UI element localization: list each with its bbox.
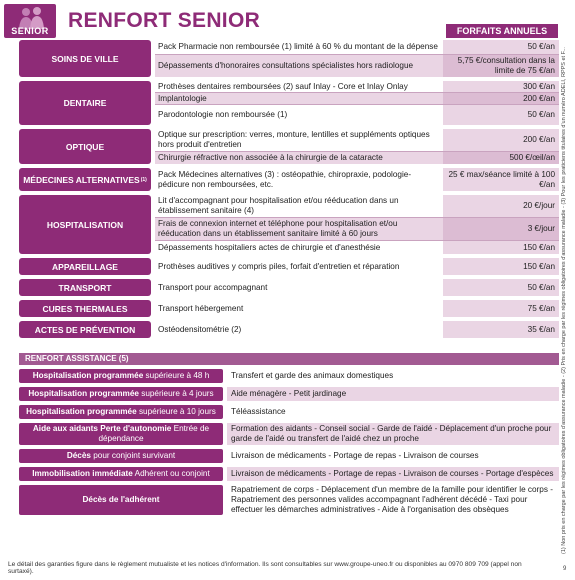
guarantee-amount: 200 €/an	[443, 93, 559, 104]
forfaits-header: FORFAITS ANNUELS	[446, 24, 558, 38]
guarantee-description: Transport hébergement	[155, 300, 443, 317]
assistance-services: Formation des aidants - Conseil social - Garde de l'aidé - Déplacement d'un proche pour garde de l'aidé ou transfert de l'aidé chez un proche	[227, 423, 559, 445]
guarantee-amount: 3 €/jour	[443, 218, 559, 240]
guarantee-description: Dépassements hospitaliers actes de chirurgie et d'anesthésie	[155, 241, 443, 254]
guarantee-description: Optique sur prescription: verres, monture, lentilles et suppléments optiques hors produit d'entretien	[155, 129, 443, 151]
category-label	[19, 40, 151, 77]
guarantee-line	[155, 152, 559, 164]
guarantee-line	[155, 279, 559, 296]
assistance-row	[19, 369, 559, 383]
assistance-header: RENFORT ASSISTANCE (5)	[19, 353, 559, 365]
guarantee-description: Chirurgie réfractive non associée à la chirurgie de la cataracte	[155, 152, 443, 164]
category-text: HOSPITALISATION	[46, 219, 124, 230]
assistance-trigger-detail: supérieure à 4 jours	[138, 389, 214, 398]
assistance-trigger-bold: Hospitalisation programmée	[32, 371, 144, 380]
page-number: 9	[563, 566, 567, 572]
guarantee-amount: 75 €/an	[443, 300, 559, 317]
assistance-trigger	[19, 369, 223, 383]
section-row	[19, 321, 559, 338]
assistance-trigger-detail: supérieure à 10 jours	[136, 407, 216, 416]
guarantee-description: Frais de connexion internet et téléphone pour hospitalisation et/ou rééducation dans un établissement sanitaire limité à 60 jours	[155, 218, 443, 240]
category-text: MÉDECINES ALTERNATIVES	[23, 174, 140, 185]
guarantee-description: Implantologie	[155, 93, 443, 104]
section-row	[19, 40, 559, 77]
assistance-trigger-bold: Hospitalisation programmée	[26, 407, 137, 416]
category-text: DENTAIRE	[63, 98, 107, 108]
assistance-trigger-detail: Adhérent ou conjoint	[132, 469, 210, 478]
guarantee-amount: 300 €/an	[443, 81, 559, 92]
assistance-trigger-bold: Hospitalisation programmée	[28, 389, 139, 398]
assistance-trigger-text	[32, 469, 209, 479]
assistance-trigger	[19, 449, 223, 463]
footer-note: Le détail des garanties figure dans le règlement mutualiste et les notices d'information. Ils sont consultables sur www.groupe-uneo.fr ou disponibles au 0970 809 709 (appel non surtaxé).	[8, 561, 522, 575]
assistance-row	[19, 387, 559, 401]
assistance-services: Téléassistance	[227, 405, 559, 419]
guarantee-description: Parodontologie non remboursée (1)	[155, 105, 443, 125]
brand-logo	[4, 4, 56, 38]
category-label	[19, 129, 151, 164]
side-footnotes: (1) Non pris en charge par les régimes obligatoires d'assurance maladie - (2) Pris en charge par les régimes obligatoires d'assurance maladie - (3) Pour les praticiens titulaires d'un numéro ADELI, RPPS et F...	[561, 47, 567, 554]
section-row	[19, 300, 559, 317]
assistance-trigger	[19, 423, 223, 445]
assistance-services: Transfert et garde des animaux domestiques	[227, 369, 559, 383]
guarantee-line	[155, 258, 559, 275]
guarantee-line	[155, 168, 559, 191]
assistance-trigger-bold: Aide aux aidants Perte d'autonomie	[32, 424, 172, 433]
assistance-trigger	[19, 387, 223, 401]
guarantee-line	[155, 195, 559, 217]
category-text: TRANSPORT	[58, 282, 112, 293]
category-text: CURES THERMALES	[42, 303, 128, 314]
category-label	[19, 168, 151, 191]
guarantee-line	[155, 241, 559, 254]
guarantee-amount: 50 €/an	[443, 105, 559, 125]
guarantee-description: Pack Médecines alternatives (3) : ostéopathie, chiropraxie, podologie-pédicure non remboursées, etc.	[155, 168, 443, 191]
category-label	[19, 300, 151, 317]
assistance-trigger-detail: pour conjoint survivant	[90, 451, 176, 460]
guarantee-amount: 150 €/an	[443, 241, 559, 254]
assistance-trigger-bold: Immobilisation immédiate	[32, 469, 133, 478]
guarantee-line	[155, 55, 559, 77]
page-title: RENFORT SENIOR	[68, 9, 261, 32]
guarantee-description: Ostéodensitométrie (2)	[155, 321, 443, 338]
assistance-row	[19, 405, 559, 419]
guarantee-amount: 35 €/an	[443, 321, 559, 338]
category-text: APPAREILLAGE	[52, 261, 118, 272]
guarantee-line	[155, 129, 559, 151]
assistance-services: Aide ménagère - Petit jardinage	[227, 387, 559, 401]
guarantee-amount: 500 €/œil/an	[443, 152, 559, 164]
assistance-trigger-bold: Décès de l'adhérent	[82, 495, 160, 504]
guarantee-amount: 5,75 €/consultation dans la limite de 75 €/an	[443, 55, 559, 77]
section-row	[19, 195, 559, 254]
guarantee-line	[155, 81, 559, 92]
guarantee-amount: 200 €/an	[443, 129, 559, 151]
assistance-trigger-bold: Décès	[66, 451, 91, 460]
assistance-trigger-detail: supérieure à 48 h	[143, 371, 210, 380]
guarantee-amount: 50 €/an	[443, 279, 559, 296]
assistance-trigger-text	[26, 407, 216, 417]
assistance-services: Livraison de médicaments - Portage de repas - Livraison de courses	[227, 449, 559, 463]
category-label	[19, 195, 151, 254]
guarantee-description: Transport pour accompagnant	[155, 279, 443, 296]
guarantee-line	[155, 218, 559, 240]
guarantee-amount: 25 € max/séance limité à 100 €/an	[443, 168, 559, 191]
assistance-trigger	[19, 405, 223, 419]
category-label	[19, 258, 151, 275]
section-row	[19, 81, 559, 125]
guarantee-description: Prothèses auditives y compris piles, forfait d'entretien et réparation	[155, 258, 443, 275]
guarantee-description: Pack Pharmacie non remboursée (1) limité à 60 % du montant de la dépense	[155, 40, 443, 54]
assistance-trigger-text	[82, 495, 159, 505]
assistance-row	[19, 449, 559, 463]
assistance-trigger-text	[19, 424, 223, 444]
assistance-row	[19, 423, 559, 445]
assistance-row	[19, 467, 559, 481]
guarantee-description: Prothèses dentaires remboursées (2) sauf Inlay - Core et Inlay Onlay	[155, 81, 443, 92]
assistance-trigger	[19, 485, 223, 515]
section-row	[19, 279, 559, 296]
guarantee-amount: 150 €/an	[443, 258, 559, 275]
guarantee-description: Lit d'accompagnant pour hospitalisation et/ou rééducation dans un établissement sanitaire (4)	[155, 195, 443, 217]
assistance-services: Livraison de médicaments - Portage de repas - Livraison de courses - Portage d'espèces	[227, 467, 559, 481]
category-text: SOINS DE VILLE	[51, 53, 119, 64]
category-text: OPTIQUE	[65, 141, 105, 152]
guarantee-line	[155, 300, 559, 317]
assistance-trigger-detail: Entrée de dépendance	[98, 424, 210, 443]
category-footnote: (1)	[140, 176, 147, 183]
section-row	[19, 258, 559, 275]
assistance-trigger-text	[33, 371, 210, 381]
guarantee-line	[155, 321, 559, 338]
assistance-trigger-text	[67, 451, 175, 461]
guarantee-line	[155, 93, 559, 104]
category-text: ACTES DE PRÉVENTION	[34, 324, 136, 335]
guarantee-amount: 20 €/jour	[443, 195, 559, 217]
guarantee-line	[155, 40, 559, 54]
guarantee-line	[155, 105, 559, 125]
assistance-trigger	[19, 467, 223, 481]
assistance-trigger-text	[28, 389, 213, 399]
category-label	[19, 321, 151, 338]
section-row	[19, 129, 559, 164]
logo-text: SENIOR	[11, 26, 49, 36]
assistance-services: Rapatriement de corps - Déplacement d'un membre de la famille pour identifier le corps - Rapatriement des personnes valides accompagnant l'adhérent décédé - Taxi pour effectuer les démarches administratives - Aide à l'organisation des obsèques	[227, 485, 559, 515]
section-row	[19, 168, 559, 191]
category-label	[19, 279, 151, 296]
category-label	[19, 81, 151, 125]
assistance-row	[19, 485, 559, 515]
guarantee-amount: 50 €/an	[443, 40, 559, 54]
guarantee-description: Dépassements d'honoraires consultations spécialistes hors radiologue	[155, 55, 443, 77]
